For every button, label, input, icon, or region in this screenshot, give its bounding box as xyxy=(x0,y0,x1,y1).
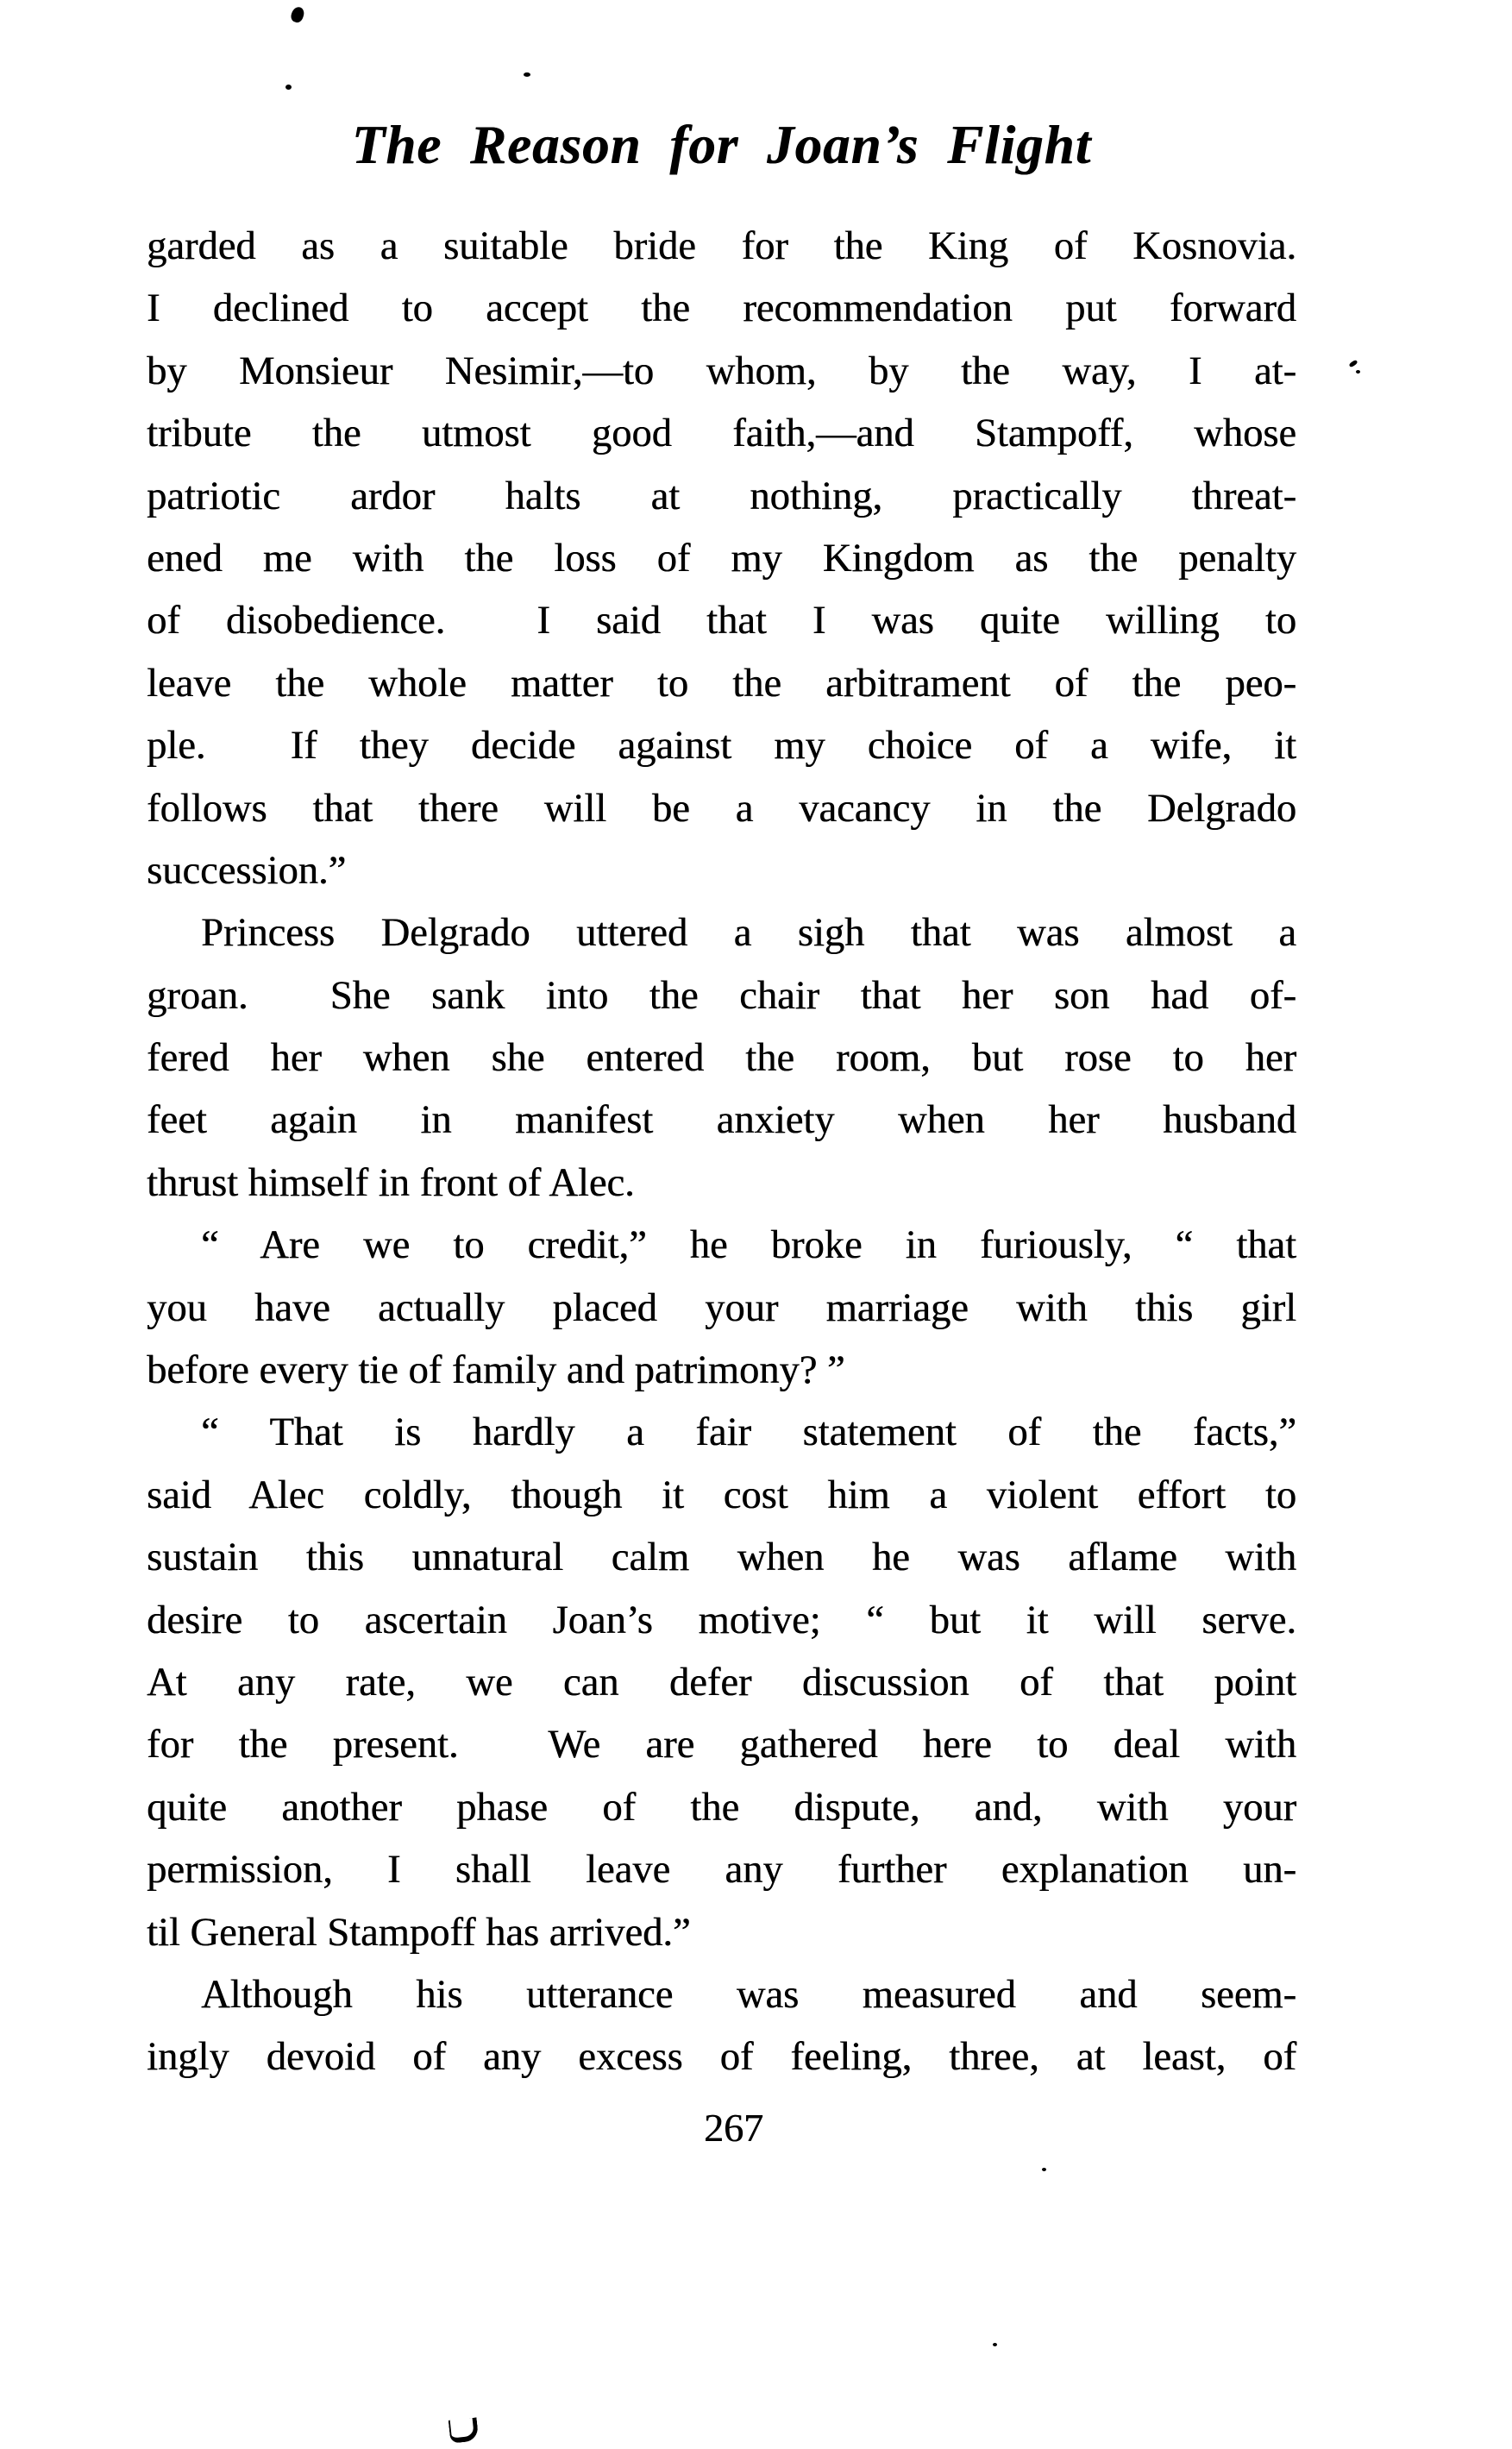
ink-speck xyxy=(285,85,292,90)
text-line: said Alec coldly, though it cost him a violent effort to xyxy=(147,1473,1296,1517)
ink-speck xyxy=(1356,370,1360,374)
text-line: desire to ascertain Joan’s motive; “ but it will serve. xyxy=(147,1598,1296,1642)
text-line: you have actually placed your marriage with this girl xyxy=(147,1285,1296,1330)
text-line: Princess Delgrado uttered a sigh that was almost a xyxy=(201,911,1296,956)
text-line: sustain this unnatural calm when he was aflame with xyxy=(147,1535,1296,1580)
text-line: quite another phase of the dispute, and, with your xyxy=(147,1785,1296,1830)
ink-speck xyxy=(1348,360,1358,368)
text-line: for the present. We are gathered here to deal with xyxy=(147,1723,1296,1768)
text-line: by Monsieur Nesimir,—to whom, by the way, I at- xyxy=(147,349,1296,393)
text-line: of disobedience. I said that I was quite willing to xyxy=(147,599,1296,644)
text-line: At any rate, we can defer discussion of that point xyxy=(147,1660,1296,1705)
text-line: garded as a suitable bride for the King of Kosnovia. xyxy=(147,224,1296,268)
text-line: “ That is hardly a fair statement of the facts,” xyxy=(201,1410,1296,1455)
text-line: Although his utterance was measured and seem- xyxy=(201,1972,1296,2017)
text-line: follows that there will be a vacancy in the Delgrado xyxy=(147,786,1296,831)
text-line: fered her when she entered the room, but rose to her xyxy=(147,1036,1296,1081)
text-line: feet again in manifest anxiety when her husband xyxy=(147,1098,1296,1143)
stray-ink-mark xyxy=(449,2417,480,2443)
text-line: patriotic ardor halts at nothing, practically threat- xyxy=(147,474,1296,518)
text-line: succession.” xyxy=(147,848,347,893)
text-line: tribute the utmost good faith,—and Stampoff, whose xyxy=(147,411,1296,456)
body-text xyxy=(147,216,1296,2089)
text-line: ened me with the loss of my Kingdom as the penalty xyxy=(147,536,1296,581)
text-line: I declined to accept the recommendation put forward xyxy=(147,286,1296,331)
ink-speck xyxy=(1042,2168,1046,2171)
ink-speck xyxy=(993,2343,997,2346)
text-line: “ Are we to credit,” he broke in furiously, “ that xyxy=(201,1223,1296,1268)
text-line: ingly devoid of any excess of feeling, three, at least, of xyxy=(147,2035,1296,2080)
running-head-title: The Reason for Joan’s Flight xyxy=(351,114,1092,175)
ink-speck xyxy=(290,5,306,23)
text-line: groan. She sank into the chair that her son had of- xyxy=(147,973,1296,1018)
ink-speck xyxy=(524,72,530,77)
page-number: 267 xyxy=(704,2106,763,2150)
text-line: ple. If they decide against my choice of a wife, it xyxy=(147,724,1296,769)
text-line: thrust himself in front of Alec. xyxy=(147,1160,635,1205)
text-line: permission, I shall leave any further explanation un- xyxy=(147,1848,1296,1893)
text-line: til General Stampoff has arrived.” xyxy=(147,1910,691,1955)
text-line: before every tie of family and patrimony? ” xyxy=(147,1348,845,1393)
text-line: leave the whole matter to the arbitrament of the peo- xyxy=(147,661,1296,706)
